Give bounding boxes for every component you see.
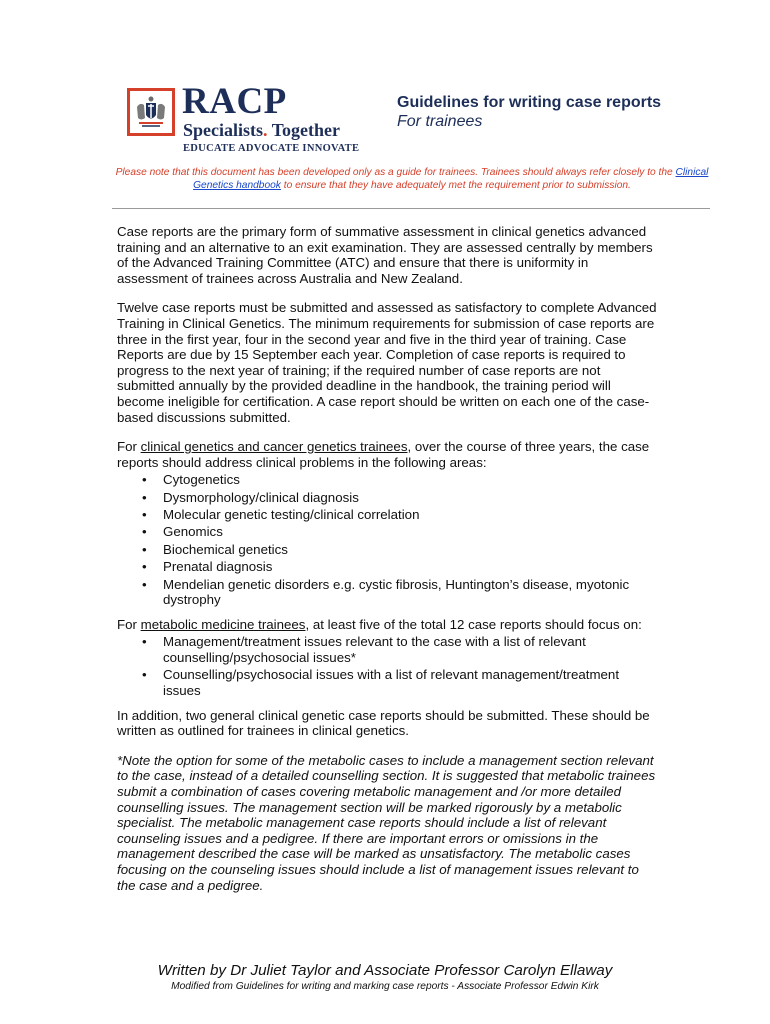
para3-prefix: For: [117, 439, 141, 455]
handbook-link[interactable]: Clinical Genetics handbook: [193, 167, 709, 191]
list-item: • Management/treatment issues relevant to the case with a list of relevant counselling/psychosocial issues*: [117, 634, 657, 665]
list-item: • Mendelian genetic disorders e.g. cystic fibrosis, Huntington’s disease, myotonic dystrophy: [117, 577, 657, 608]
slogan-dot: .: [263, 120, 268, 140]
para4-suffix: , at least five of the total 12 case reports should focus on:: [305, 616, 642, 632]
document-body: [117, 224, 657, 907]
paragraph-requirements: Twelve case reports must be submitted and assessed as satisfactory to complete Advanced Training in Clinical Genetics. The minimum requirements for submission of case reports are three in the first year, four in the second year and five in the third year of training. Case Reports are due by 15 September each year. Completion of case reports is required to progress to the next year of training; if the required number of case reports are not submitted annually by the provided deadline in the handbook, the training period will become ineligible for certification. A case report should be written on each one of the case-based discussions submitted.: [117, 300, 657, 425]
notice-text-after: to ensure that they have adequately met the requirement prior to submission.: [280, 180, 631, 191]
footer-modified: Modified from Guidelines for writing and marking case reports - Associate Professor Edwin Kirk: [171, 981, 599, 992]
org-name: RACP: [182, 81, 287, 122]
paragraph-general: In addition, two general clinical genetic case reports should be submitted. These should be written as outlined for trainees in clinical genetics.: [117, 707, 650, 739]
coat-of-arms-icon: [127, 88, 175, 136]
metabolic-trainees-link: metabolic medicine trainees: [140, 616, 306, 632]
list-item: • Molecular genetic testing/clinical correlation: [117, 507, 657, 523]
motto: EDUCATE ADVOCATE INNOVATE: [183, 143, 360, 154]
metabolic-areas-list: [117, 634, 657, 698]
list-item: • Counselling/psychosocial issues with a list of relevant management/treatment issues: [117, 667, 657, 698]
metabolic-note: *Note the option for some of the metabolic cases to include a management section relevant to the case, instead of a detailed counselling section. It is suggested that metabolic trainees submit a combination of cases covering metabolic management and /or more detailed counselling issues. The management section will be marked rigorously by a metabolic specialist. The metabolic management case reports should include a list of relevant counseling issues and a pedigree. If there are important errors or omissions in the management described the case will be marked as unsatisfactory. The metabolic cases focusing on the counseling issues should include a list of management issues relevant to the case and a pedigree.: [117, 752, 656, 893]
list-item: • Cytogenetics: [117, 472, 657, 488]
slogan-part1: Specialists: [183, 120, 264, 140]
list-item: • Prenatal diagnosis: [117, 559, 657, 575]
clinical-areas-list: [117, 472, 657, 608]
racp-logo: [127, 81, 387, 158]
list-item: • Biochemical genetics: [117, 542, 657, 558]
list-item: • Dysmorphology/clinical diagnosis: [117, 490, 657, 506]
list-item: • Genomics: [117, 524, 657, 540]
slogan-part2: Together: [267, 120, 341, 140]
paragraph-metabolic: [117, 617, 657, 633]
para3-suffix: , over the course of three years, the case reports should address clinical problems in the following areas:: [117, 439, 650, 470]
disclaimer-notice: [112, 166, 712, 192]
header-divider: [112, 208, 710, 209]
para4-prefix: For: [117, 616, 141, 632]
slogan: [183, 119, 340, 141]
document-subtitle: For trainees: [397, 113, 483, 130]
paragraph-intro: Case reports are the primary form of summative assessment in clinical genetics advanced training and an alternative to an exit examination. They are assessed centrally by members of the Advanced Training Committee (ATC) and ensure that there is uniformity in assessment of trainees across Australia and New Zealand.: [117, 224, 653, 286]
paragraph-clinical-genetics: [117, 439, 657, 470]
footer-authors: Written by Dr Juliet Taylor and Associate Professor Carolyn Ellaway: [157, 962, 613, 979]
document-title: Guidelines for writing case reports: [397, 94, 662, 111]
clinical-genetics-trainees-link: clinical genetics and cancer genetics trainees: [140, 439, 408, 455]
notice-text-before: Please note that this document has been developed only as a guide for trainees. Trainees should always refer closely to the: [115, 167, 676, 178]
